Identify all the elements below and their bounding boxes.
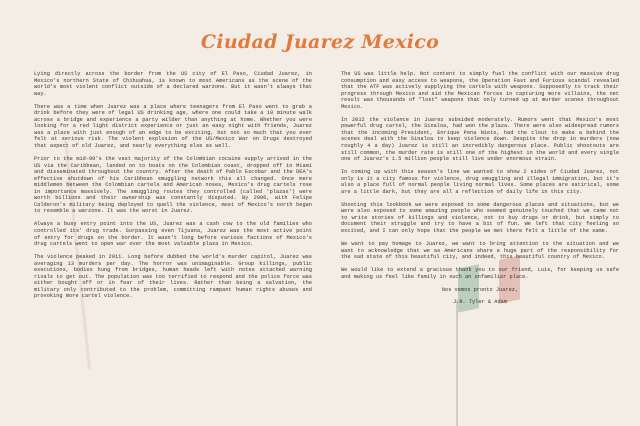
paragraph: The violence peaked in 2011. Long before dubbed the world's murder capitol, Juarez was averaging 13 murders per day. The horror was unimaginable. Group killings, public executions, bodies hung from bridges, human heads left with notes attached warning rivals to get out. The population was too terrified to respond and the police force was either bought off or in fear of their lives. Rather than being a salvation, the military only contributed to the problem, committing rampant human rights abuses and provoking more cartel violence.	[34, 254, 312, 300]
paragraph: In coming up with this season's line we wanted to show 2 sides of Ciudad Juarez, not only is it a city famous for violence, drug smuggling and illegal immigration, but it's also a place full of normal people living normal lives. Some places are satirical, some are a little dark, but they are all a reflection of daily life in this city.	[341, 169, 619, 195]
page-title: Ciudad Juarez Mexico	[200, 31, 440, 53]
paragraph: Shooting this lookbook we were exposed to some dangerous places and situations, but we were also exposed to some amazing people who seemed genuinely touched that we came not to write stories of killings and violence, not to buy drugs or drink, but simply to document their struggle and try to have a bit of fun. We left that city feeling so excited, and I can only hope that the people we met there felt a little of the same.	[341, 201, 619, 234]
paragraph: The US was little help. Not content to simply fuel the conflict with our massive drug consumption and easy access to weapons, the Operation Fast and Furious scandal revealed that the ATF was actively supplying the cartels with weapons. Supposedly to track their progress through Mexico and aid the Mexican forces in capturing more villains, the net result was thousands of "lost" weapons that only turned up at murder scenes throughout Mexico.	[341, 71, 619, 110]
right-column	[341, 71, 619, 312]
paragraph: In 2012 the violence in Juarez subsided moderately. Rumors went that Mexico's most powerful drug cartel, the Sinaloa, had won the plaza. There were also widespread rumors that the incoming President, Enrique Pena Nieto, had the clout to make a behind the scenes deal with the Sinaloa to keep violence down. Despite the drop in murders (now roughly 4 a day) Juarez is still an incredibly dangerous place. Public shootouts are still common, the murder rate is still one of the highest in the world and every single one of Juarez's 1.5 million people still live under enormous strain.	[341, 116, 619, 163]
paragraph: Lying directly across the border from the US city of El Paso, Ciudad Juarez, in Mexico's northern State of Chihuahua, is known to most Americans as the scene of the world's most violent conflict outside of a declared warzone. But it wasn't always that way.	[34, 71, 312, 97]
paragraph: We want to pay homage to Juarez, we want to bring attention to the situation and we want to acknowledge that we as Americans share a huge part of the responsibility for the sad state of this beautiful city, and indeed, this beautiful country of Mexico.	[341, 241, 619, 261]
flagpole-watermark	[456, 300, 458, 426]
paragraph: Prior to the mid-90's the vast majority of the Colombian cocaine supply arrived in the US via the Caribbean, landed on to boats on the Colombian coast, dropped off in Miami and disseminated throughout the country. After the death of Pablo Escobar and the DEA's effective shutdown of his Caribbean smuggling network this all changed. Once mere middlemen between the Colombian cartels and American noses, Mexico's drug cartels rose in importance massively. The smuggling routes they controlled (called 'plazas') were worth billions and their ownership was constantly disputed. By 2006, with Felipe Calderon's military being deployed to quell the violence, most of Mexico's north began to resemble a warzone. It was the worst in Juarez.	[34, 156, 312, 215]
paragraph: Always a busy entry point into the US, Juarez was a cash cow to the old families who controlled its' drug trade. Surpassing even Tijuana, Juarez was the most active point of entry for drugs on the border. It wasn't long before various factions of Mexico's drug cartels went to open war over the most valuable plaza in Mexico.	[34, 221, 312, 248]
paragraph: We would like to extend a gracious thank you to our friend, Luis, for keeping us safe and making us feel like family in such an unfamiliar place.	[341, 267, 619, 280]
signature: J.R. Tyler & Adam	[452, 299, 508, 306]
closing-line: Nos vemos pronto Juarez,	[441, 286, 519, 293]
paragraph: There was a time when Juarez was a place where teenagers from El Paso went to grab a drink before they were of legal US drinking age, where one could take a 10 minute walk across a bridge and experience a party wilder than anything at home. Whether you were looking for a red light district experience or just an easy night with friends, Juarez was a place with just enough of an edge to be exciting, but not so much that you ever felt at serious risk. The violent explosion of the US/Mexico War on Drugs destroyed that aspect of old Juarez, and nearly everything else as well.	[34, 103, 312, 149]
left-column	[34, 71, 312, 306]
